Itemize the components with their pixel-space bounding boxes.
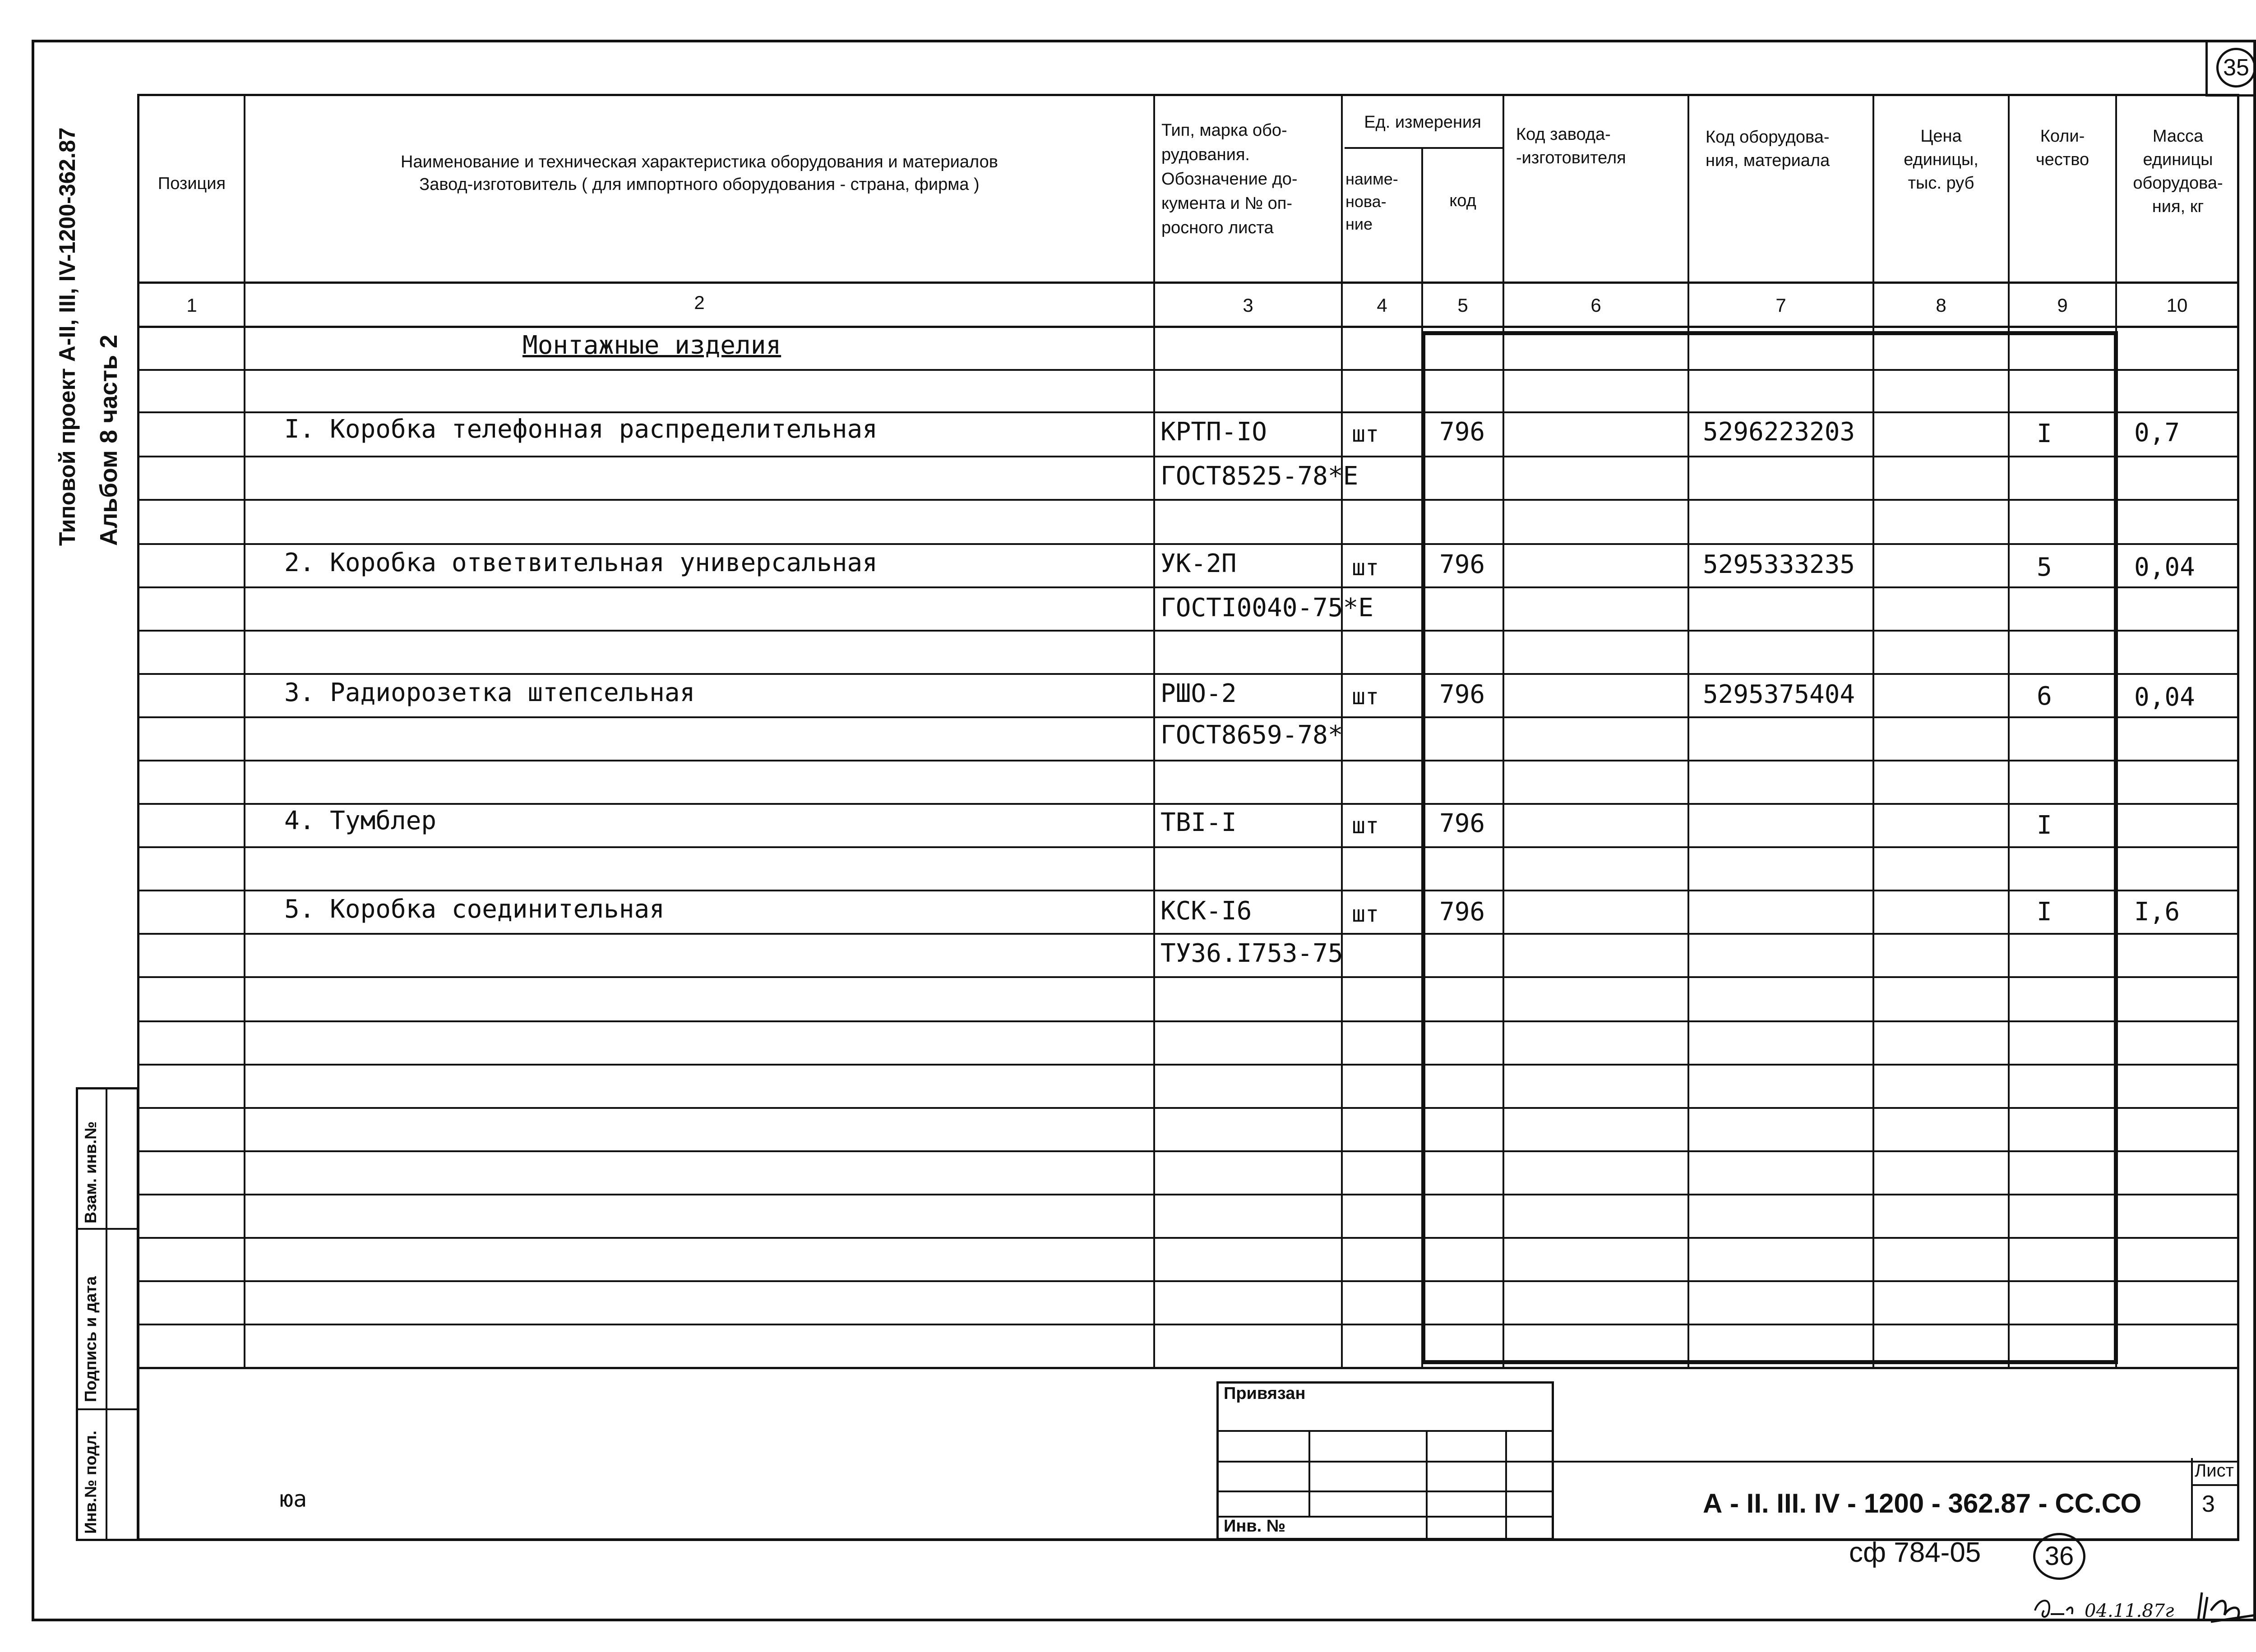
item-4-type: ТВI-I xyxy=(1160,808,1237,837)
item-3-type: РШО-2 xyxy=(1160,679,1237,708)
header-equip-code: Код оборудова- ния, материала xyxy=(1706,128,1830,170)
section-title: Монтажные изделия xyxy=(522,331,781,360)
item-5-qty: I xyxy=(2037,897,2052,927)
sheet-number: 3 xyxy=(2202,1491,2215,1517)
document-designation: А - II. III. IV - 1200 - 362.87 - СС.СО xyxy=(1703,1488,2142,1518)
item-4-qty: I xyxy=(2037,811,2052,840)
header-qty: Коли- чество xyxy=(2035,127,2090,169)
item-4-name: 4. Тумблер xyxy=(284,806,437,835)
item-3-unit: шт xyxy=(1352,683,1379,710)
item-1-type: КРТП-IO xyxy=(1160,417,1267,447)
item-1-doc: ГОСТ8525-78*Е xyxy=(1160,461,1359,491)
privyazan-label: Привязан xyxy=(1224,1384,1306,1403)
item-5-type: КСК-I6 xyxy=(1160,896,1252,926)
col-num-3: 3 xyxy=(1243,295,1253,316)
item-1-name: I. Коробка телефонная распределительная xyxy=(284,415,878,444)
format-code: сф 784-05 xyxy=(1849,1537,1981,1568)
col-num-6: 6 xyxy=(1590,295,1601,316)
item-3-code: 796 xyxy=(1439,680,1485,709)
item-5-unit: шт xyxy=(1352,901,1379,927)
item-5-code: 796 xyxy=(1439,897,1485,927)
col-num-1: 1 xyxy=(186,295,197,316)
item-3-qty: 6 xyxy=(2037,682,2052,711)
item-5-name: 5. Коробка соединительная xyxy=(284,895,665,924)
col-num-2: 2 xyxy=(694,292,705,313)
item-2-mass: 0,04 xyxy=(2134,553,2195,582)
item-5-doc: ТУ36.I753-75 xyxy=(1160,939,1343,968)
header-unit: Ед. измерения xyxy=(1364,113,1481,132)
item-3-name: 3. Радиорозетка штепсельная xyxy=(284,678,695,707)
col-num-7: 7 xyxy=(1775,295,1786,316)
inv-no-label: Инв. № xyxy=(1224,1517,1286,1536)
handwritten-date: 04.11.87г xyxy=(2085,1601,2174,1621)
item-3-equip-code: 5295375404 xyxy=(1703,680,1855,709)
item-1-code: 796 xyxy=(1439,417,1485,447)
item-1-mass: 0,7 xyxy=(2134,418,2180,448)
left-stamp-signature-date: Подпись и дата xyxy=(81,1276,100,1402)
header-mass: Масса единицы оборудова- ния, кг xyxy=(2133,127,2223,216)
side-stamp-line1: Типовой проект А-II, III, IV-1200-362.87 xyxy=(55,127,80,546)
header-position: Позиция xyxy=(157,174,226,193)
header-price: Цена единицы, тыс. руб xyxy=(1904,127,1979,193)
col-num-10: 10 xyxy=(2166,295,2188,316)
header-unit-name: наиме- нова- ние xyxy=(1345,170,1398,233)
item-3-mass: 0,04 xyxy=(2134,683,2195,712)
header-unit-code: код xyxy=(1449,191,1476,210)
col-num-5: 5 xyxy=(1457,295,1468,316)
header-type-mark: Тип, марка обо- рудования. Обозначение до- кумента и № оп- росного листа xyxy=(1161,121,1298,237)
item-2-doc: ГОСТI0040-75*Е xyxy=(1160,593,1374,623)
corner-number: 35 xyxy=(2216,48,2256,88)
left-stamp-inv-original: Инв.№ подл. xyxy=(81,1431,100,1534)
item-2-unit: шт xyxy=(1352,554,1379,581)
header-name-line2: Завод-изготовитель ( для импортного оборудования - страна, фирма ) xyxy=(419,175,980,194)
sheet-label: Лист xyxy=(2195,1461,2234,1481)
item-2-equip-code: 5295333235 xyxy=(1703,550,1855,579)
left-stamp-inv-replace: Взам. инв.№ xyxy=(81,1121,100,1223)
col-num-9: 9 xyxy=(2057,295,2068,316)
item-2-qty: 5 xyxy=(2037,553,2052,582)
col-num-4: 4 xyxy=(1377,295,1387,316)
item-2-code: 796 xyxy=(1439,550,1485,579)
item-2-name: 2. Коробка ответвительная универсальная xyxy=(284,548,878,577)
item-4-unit: шт xyxy=(1352,812,1379,839)
header-factory-code: Код завода- -изготовителя xyxy=(1516,125,1626,167)
ua-mark: юа xyxy=(280,1486,307,1512)
item-4-code: 796 xyxy=(1439,809,1485,838)
col-num-8: 8 xyxy=(1936,295,1946,316)
item-2-type: УК-2П xyxy=(1160,549,1237,578)
item-5-mass: I,6 xyxy=(2134,897,2180,927)
circle-number: 36 xyxy=(2033,1533,2085,1580)
item-1-unit: шт xyxy=(1352,421,1379,447)
item-3-doc: ГОСТ8659-78* xyxy=(1160,720,1343,750)
header-name: Наименование и техническая характеристика оборудования и материалов xyxy=(401,152,998,171)
item-1-equip-code: 5296223203 xyxy=(1703,417,1855,447)
item-1-qty: I xyxy=(2037,419,2052,448)
side-stamp-line2: Альбом 8 часть 2 xyxy=(95,334,122,546)
